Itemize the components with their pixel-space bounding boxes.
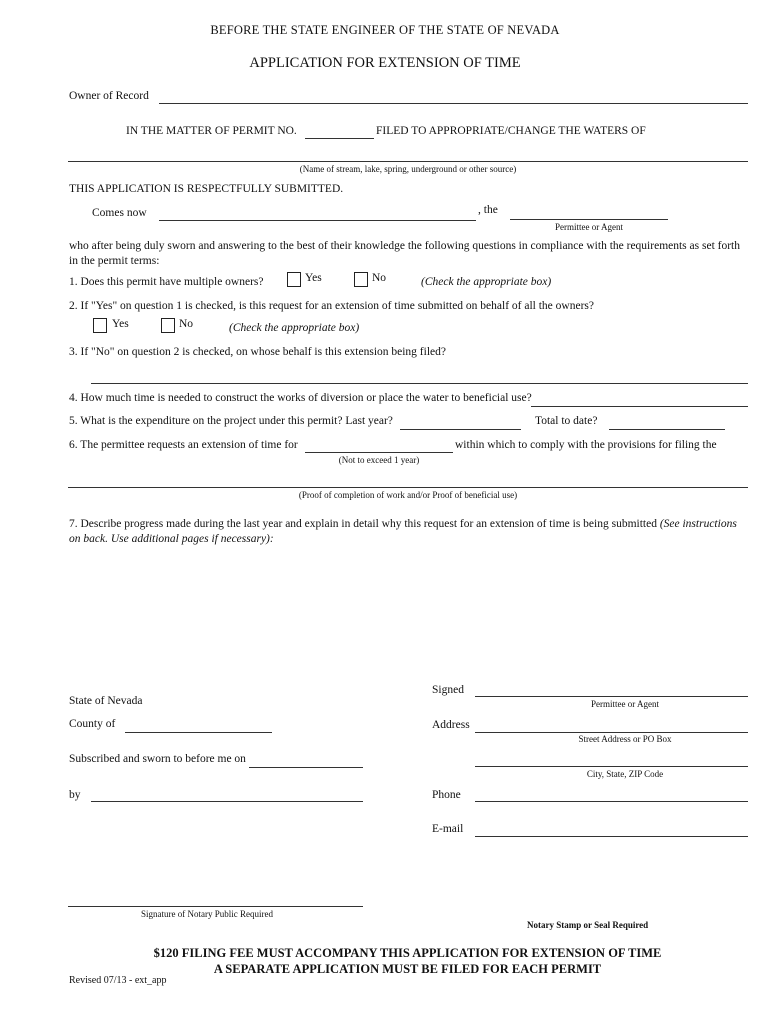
county-label: County of xyxy=(69,718,116,730)
notary-signature-caption: Signature of Notary Public Required xyxy=(141,909,273,919)
q4-answer-field[interactable] xyxy=(531,406,748,407)
q3-answer-field[interactable] xyxy=(91,383,748,384)
proof-type-field[interactable] xyxy=(68,487,748,488)
phone-field[interactable] xyxy=(475,801,748,802)
q1-hint: (Check the appropriate box) xyxy=(421,276,552,288)
email-field[interactable] xyxy=(475,836,748,837)
submitted-text: THIS APPLICATION IS RESPECTFULLY SUBMITTED. xyxy=(69,183,344,195)
sworn-date-field[interactable] xyxy=(249,767,363,768)
address-label: Address xyxy=(432,719,470,731)
signed-label: Signed xyxy=(432,684,464,696)
form-title: APPLICATION FOR EXTENSION OF TIME xyxy=(249,55,521,71)
q6-text: 6. The permittee requests an extension of time for xyxy=(69,439,298,451)
extension-time-field[interactable] xyxy=(305,452,453,453)
q7-text: 7. Describe progress made during the last year and explain in detail why this request for an extension of time is being submitted (See instructions on back. Use additional pages if necessary): xyxy=(69,518,737,545)
email-label: E-mail xyxy=(432,823,464,835)
city-caption: City, State, ZIP Code xyxy=(586,769,664,779)
last-year-expenditure-field[interactable] xyxy=(400,429,521,430)
q1-text: 1. Does this permit have multiple owners? xyxy=(69,276,264,288)
owner-label: Owner of Record xyxy=(69,90,149,102)
comes-now-the: , the xyxy=(478,204,498,216)
comes-now-label: Comes now xyxy=(92,207,147,219)
permit-label: IN THE MATTER OF PERMIT NO. xyxy=(126,125,297,137)
phone-label: Phone xyxy=(432,789,461,801)
q6-suffix: within which to comply with the provisions for filing the xyxy=(455,439,717,451)
q3-text: 3. If "No" on question 2 is checked, on whose behalf is this extension being filed? xyxy=(69,346,446,358)
q2-yes-label: Yes xyxy=(112,318,129,330)
q1-yes-label: Yes xyxy=(305,272,322,284)
q2-text: 2. If "Yes" on question 1 is checked, is this request for an extension of time submitted on behalf of all the owners? xyxy=(69,300,594,312)
water-source-caption: (Name of stream, lake, spring, underground or other source) xyxy=(299,164,517,174)
q5-total-label: Total to date? xyxy=(535,415,598,427)
q2-yes-checkbox[interactable] xyxy=(93,318,107,333)
q1-no-checkbox[interactable] xyxy=(354,272,368,287)
q6-caption: (Not to exceed 1 year) xyxy=(338,455,420,465)
owner-field[interactable] xyxy=(159,103,748,104)
total-expenditure-field[interactable] xyxy=(609,429,725,430)
q1-yes-checkbox[interactable] xyxy=(287,272,301,287)
permittee-agent-caption: Permittee or Agent xyxy=(555,222,623,232)
q2-no-checkbox[interactable] xyxy=(161,318,175,333)
q1-no-label: No xyxy=(372,272,387,284)
separate-application-notice: A SEPARATE APPLICATION MUST BE FILED FOR EACH PERMIT xyxy=(213,962,602,976)
proof-caption: (Proof of completion of work and/or Proof of beneficial use) xyxy=(298,490,518,500)
oath-text: who after being duly sworn and answering to the best of their knowledge the following questions in compliance with the requirements as set forth in the permit terms: xyxy=(69,240,740,267)
q2-hint: (Check the appropriate box) xyxy=(229,322,360,334)
signed-caption: Permittee or Agent xyxy=(591,699,659,709)
state-label: State of Nevada xyxy=(69,695,143,707)
notary-signature-field[interactable] xyxy=(68,906,363,907)
revision-note: Revised 07/13 - ext_app xyxy=(69,975,167,986)
permittee-agent-field[interactable] xyxy=(510,219,668,220)
filing-fee-notice: $120 FILING FEE MUST ACCOMPANY THIS APPLICATION FOR EXTENSION OF TIME xyxy=(153,946,662,960)
header-title: BEFORE THE STATE ENGINEER OF THE STATE OF NEVADA xyxy=(210,23,560,37)
city-state-zip-field[interactable] xyxy=(475,766,748,767)
by-label: by xyxy=(69,789,81,801)
water-source-field[interactable] xyxy=(68,161,748,162)
address-caption: Street Address or PO Box xyxy=(578,734,672,744)
permit-number-field[interactable] xyxy=(305,138,374,139)
signature-field[interactable] xyxy=(475,696,748,697)
notary-stamp-caption: Notary Stamp or Seal Required xyxy=(527,920,649,930)
applicant-name-field[interactable] xyxy=(159,220,476,221)
waters-label: FILED TO APPROPRIATE/CHANGE THE WATERS OF xyxy=(376,125,646,137)
q4-text: 4. How much time is needed to construct the works of diversion or place the water to beneficial use? xyxy=(69,392,532,404)
q5-text: 5. What is the expenditure on the project under this permit? Last year? xyxy=(69,415,393,427)
by-field[interactable] xyxy=(91,801,363,802)
subscribed-label: Subscribed and sworn to before me on xyxy=(69,753,246,765)
q7-answer-area[interactable] xyxy=(69,560,749,675)
county-field[interactable] xyxy=(125,732,272,733)
street-address-field[interactable] xyxy=(475,732,748,733)
q2-no-label: No xyxy=(179,318,194,330)
